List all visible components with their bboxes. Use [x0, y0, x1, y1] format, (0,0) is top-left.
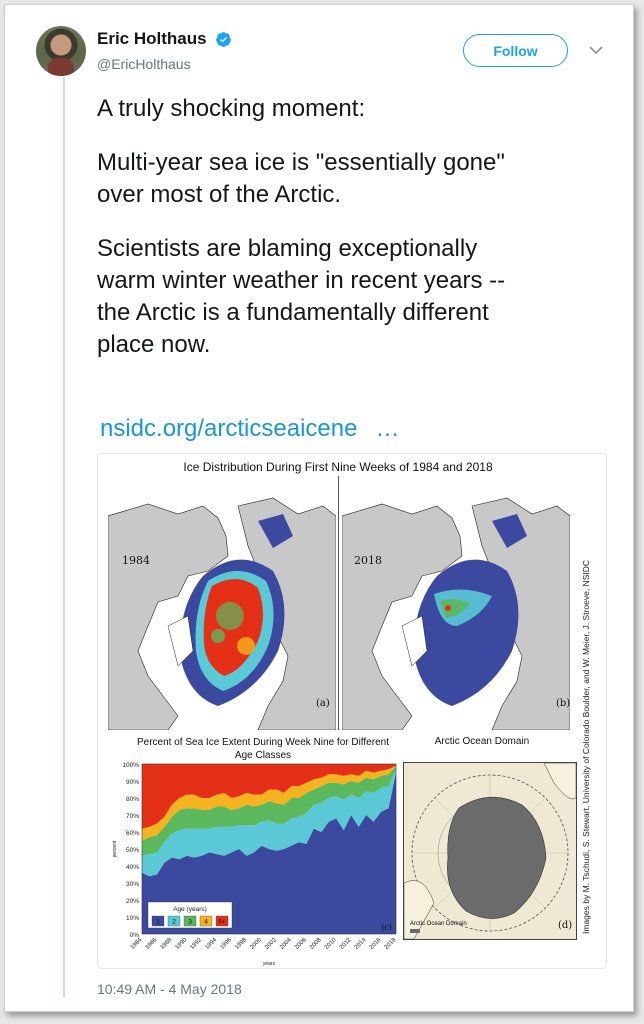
legend-label: 4 — [204, 918, 208, 926]
x-tick-label: 2002 — [264, 937, 278, 951]
x-tick-label: 2006 — [294, 937, 308, 951]
chevron-down-icon[interactable] — [589, 45, 603, 55]
panel-label: (a) — [316, 698, 330, 709]
y-tick-label: 50% — [125, 847, 139, 854]
x-tick-label: 2004 — [279, 937, 293, 951]
tweet-link[interactable] — [100, 415, 399, 443]
y-axis-label: percent — [112, 840, 118, 858]
legend-label: 3 — [188, 918, 192, 926]
x-tick-label: 2014 — [353, 937, 368, 951]
tweet-paragraph: Scientists are blaming exceptionally warm winter weather in recent years -- the Arctic is a fundamentally different place now. — [97, 235, 506, 358]
legend-title: Age (years) — [173, 906, 207, 913]
y-tick-label: 30% — [125, 881, 139, 888]
y-tick-label: 40% — [125, 864, 139, 871]
age-class-chart — [110, 760, 400, 968]
image-credit: Images by M. Tschudi, S. Stewart, University of Colorado Boulder, and W. Meier, J. Stroeve, NSIDC — [581, 560, 591, 934]
thread-line — [63, 77, 65, 997]
x-tick-label: 1990 — [174, 937, 189, 951]
link-ellipsis: … — [375, 415, 400, 442]
domain-title: Arctic Ocean Domain — [434, 736, 530, 747]
y-tick-label: 10% — [125, 915, 139, 922]
tweet-image[interactable] — [97, 453, 607, 969]
avatar[interactable] — [36, 26, 86, 76]
x-tick-label: 2016 — [368, 937, 383, 951]
link-text: nsidc.org/arcticseaicene — [100, 415, 358, 442]
tweet-paragraph: A truly shocking moment: — [97, 95, 366, 122]
follow-button[interactable]: Follow — [463, 34, 568, 67]
panel-label: (b) — [556, 698, 571, 709]
y-tick-label: 70% — [125, 813, 139, 820]
x-tick-label: 2000 — [249, 937, 263, 951]
x-tick-label: 2010 — [323, 937, 338, 951]
x-axis-label: years — [262, 961, 276, 967]
domain-legend: Arctic Ocean Domain — [410, 921, 467, 927]
x-tick-label: 1992 — [189, 937, 204, 951]
x-tick-label: 2012 — [338, 937, 353, 951]
x-tick-label: 1996 — [219, 937, 234, 951]
y-tick-label: 20% — [125, 898, 139, 905]
author-name[interactable]: Eric Holthaus — [97, 29, 207, 48]
y-tick-label: 100% — [122, 762, 139, 769]
tweet-timestamp[interactable]: 10:49 AM - 4 May 2018 — [97, 981, 242, 997]
panel-label: (d) — [558, 920, 573, 931]
x-tick-label: 1984 — [129, 937, 144, 951]
legend-label: 2 — [172, 918, 176, 926]
map-year-label: 1984 — [122, 554, 150, 567]
panel-label: (c) — [381, 923, 392, 932]
map-year-label: 2018 — [354, 554, 382, 567]
author-handle[interactable]: @EricHolthaus — [97, 56, 191, 72]
map-divider — [338, 476, 339, 730]
arctic-map-1984 — [108, 476, 336, 730]
x-tick-label: 2018 — [383, 937, 398, 951]
x-tick-label: 1994 — [204, 937, 219, 951]
x-tick-label: 1986 — [144, 937, 159, 951]
legend-label: 5+ — [218, 918, 226, 926]
y-tick-label: 60% — [125, 830, 139, 837]
figure-title: Ice Distribution During First Nine Weeks of 1984 and 2018 — [183, 460, 493, 474]
chart-title: Percent of Sea Ice Extent During Week Nine for Different Age Classes — [137, 737, 389, 761]
x-tick-label: 1988 — [159, 937, 174, 951]
y-tick-label: 90% — [125, 779, 139, 786]
arctic-domain-map — [403, 762, 577, 940]
y-tick-label: 0% — [129, 932, 139, 939]
tweet-paragraph: Multi-year sea ice is "essentially gone" over most of the Arctic. — [97, 149, 505, 208]
tweet-text — [97, 93, 617, 383]
x-tick-label: 2008 — [309, 937, 323, 951]
tweet-card — [4, 4, 634, 1012]
arctic-map-2018 — [342, 476, 570, 730]
y-tick-label: 80% — [125, 796, 139, 803]
x-tick-label: 1998 — [234, 937, 249, 951]
verified-badge-icon — [215, 31, 232, 48]
legend-label: 1 — [156, 918, 160, 926]
